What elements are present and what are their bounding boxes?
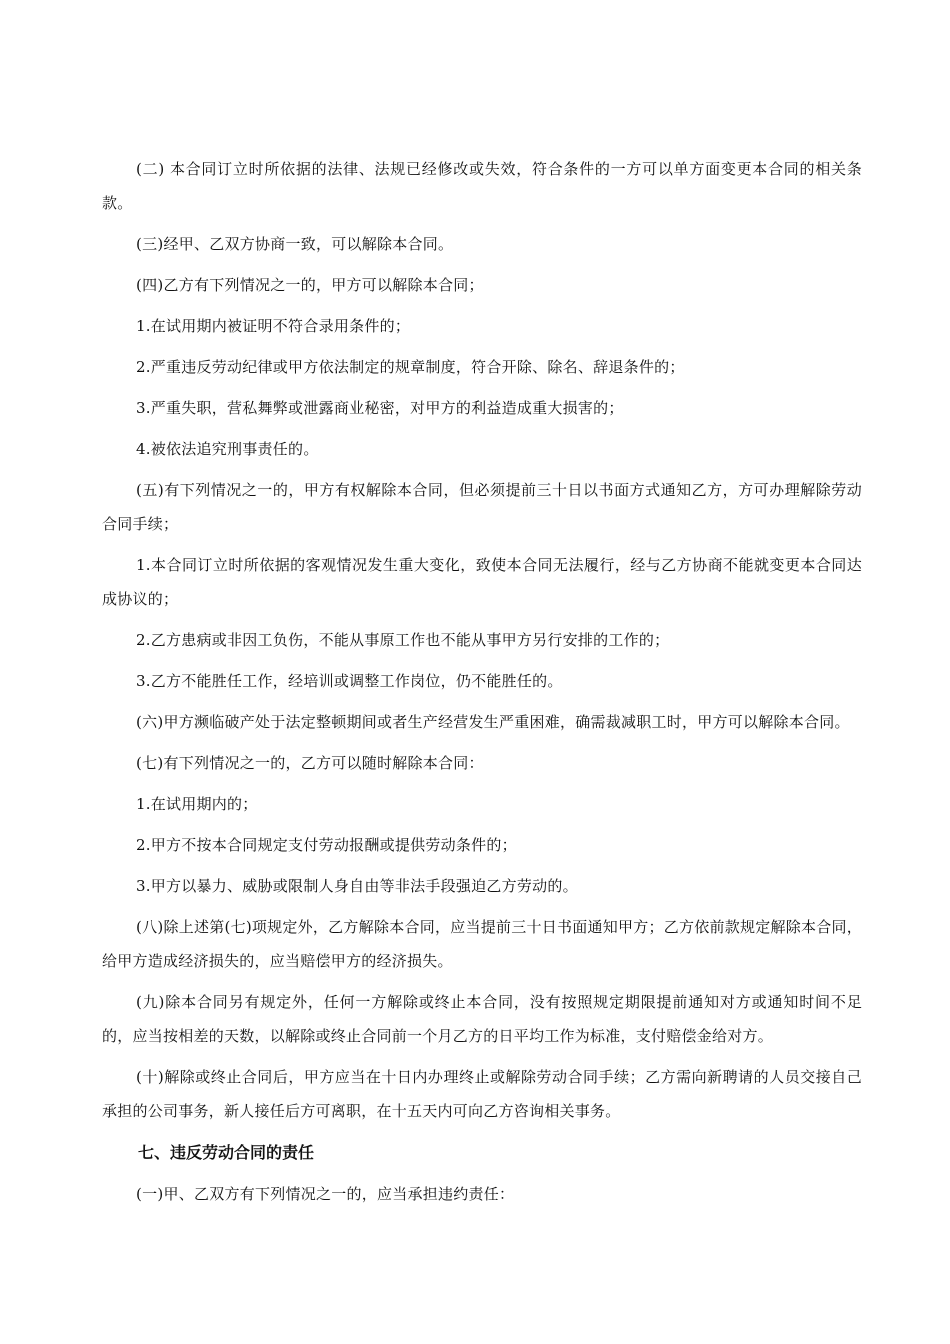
clause-2-amendment: (二) 本合同订立时所依据的法律、法规已经修改或失效，符合条件的一方可以单方面变更本合同的相关条款。 xyxy=(102,160,862,212)
clause-7-item-2: 2.甲方不按本合同规定支付劳动报酬或提供劳动条件的； xyxy=(136,836,517,854)
clause-4-item-2: 2.严重违反劳动纪律或甲方依法制定的规章制度，符合开除、除名、辞退条件的； xyxy=(136,358,685,376)
clause-7-employee-termination: (七)有下列情况之一的，乙方可以随时解除本合同： xyxy=(136,754,484,772)
clause-8-resignation-notice: (八)除上述第(七)项规定外，乙方解除本合同，应当提前三十日书面通知甲方；乙方依前款规定解除本合同，给甲方造成经济损失的，应当赔偿甲方的经济损失。 xyxy=(102,918,862,970)
clause-4-item-1: 1.在试用期内被证明不符合录用条件的； xyxy=(136,317,411,335)
clause-9-compensation: (九)除本合同另有规定外，任何一方解除或终止本合同，没有按照规定期限提前通知对方或通知时间不足的，应当按相差的天数，以解除或终止合同前一个月乙方的日平均工作为标准，支付赔偿金给对方。 xyxy=(102,993,862,1045)
clause-5-item-2: 2.乙方患病或非因工负伤，不能从事原工作也不能从事甲方另行安排的工作的； xyxy=(136,631,670,649)
clause-7-item-3: 3.甲方以暴力、威胁或限制人身自由等非法手段强迫乙方劳动的。 xyxy=(136,877,578,895)
clause-7-item-1: 1.在试用期内的； xyxy=(136,795,258,813)
clause-10-handover: (十)解除或终止合同后，甲方应当在十日内办理终止或解除劳动合同手续；乙方需向新聘请的人员交接自己承担的公司事务，新人接任后方可离职，在十五天内可向乙方咨询相关事务。 xyxy=(102,1068,862,1120)
document-body xyxy=(102,152,862,1218)
clause-5-item-3: 3.乙方不能胜任工作，经培训或调整工作岗位，仍不能胜任的。 xyxy=(136,672,563,690)
clause-3-mutual-termination: (三)经甲、乙双方协商一致，可以解除本合同。 xyxy=(136,235,454,253)
clause-4-item-4: 4.被依法追究刑事责任的。 xyxy=(136,440,319,458)
section-7-clause-1: (一)甲、乙双方有下列情况之一的，应当承担违约责任： xyxy=(136,1185,515,1203)
clause-4-item-3: 3.严重失职，营私舞弊或泄露商业秘密，对甲方的利益造成重大损害的； xyxy=(136,399,624,417)
section-heading: 七、违反劳动合同的责任 xyxy=(138,1143,315,1162)
clause-5-notice-termination: (五)有下列情况之一的，甲方有权解除本合同，但必须提前三十日以书面方式通知乙方，方可办理解除劳动合同手续； xyxy=(102,481,862,533)
clause-5-item-1: 1.本合同订立时所依据的客观情况发生重大变化，致使本合同无法履行，经与乙方协商不能就变更本合同达成协议的； xyxy=(102,556,862,608)
clause-6-layoff: (六)甲方濒临破产处于法定整顿期间或者生产经营发生严重困难，确需裁减职工时，甲方可以解除本合同。 xyxy=(136,713,850,731)
clause-4-employer-termination: (四)乙方有下列情况之一的，甲方可以解除本合同； xyxy=(136,276,484,294)
